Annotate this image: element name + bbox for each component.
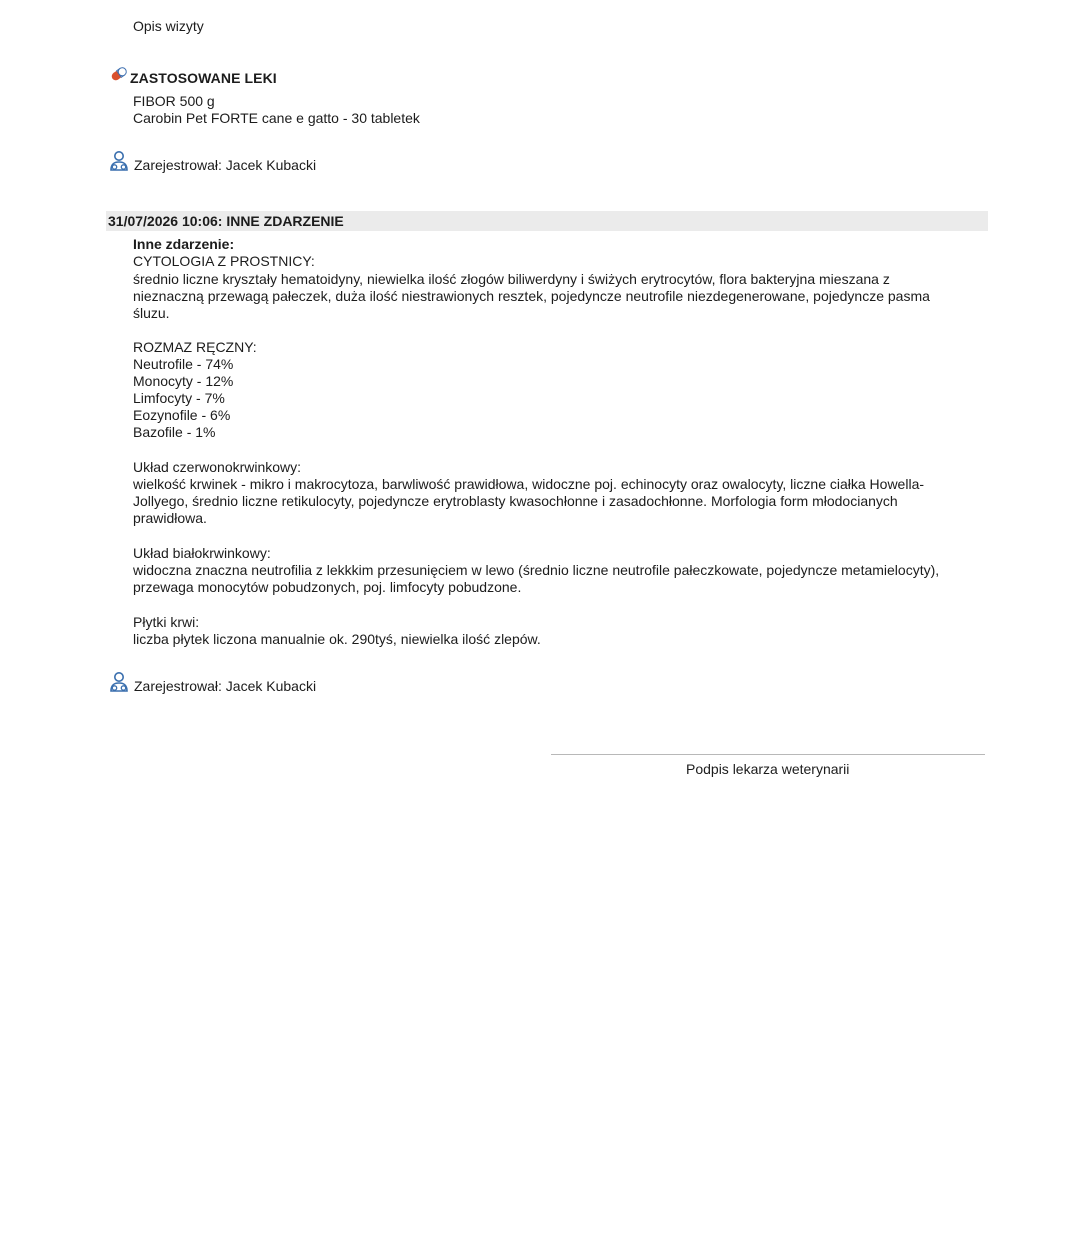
smear-item-neutrofile: Neutrofile - 74% bbox=[133, 356, 234, 372]
white-cells-title: Układ białokrwinkowy: bbox=[133, 545, 271, 561]
pill-icon bbox=[109, 66, 129, 82]
cytology-text: średnio liczne kryształy hematoidyny, niewielka ilość złogów biliwerdyny i świżych erytrocytów, flora bakteryjna mieszana z nieznaczną przewagą pałeczek, duża ilość niestrawionych resztek, pojedyncze neutrofile niezdegenerowane, pojedyncze pasma śluzu. bbox=[133, 271, 930, 321]
registered-by-event: Zarejestrował: Jacek Kubacki bbox=[134, 678, 317, 694]
red-cells-title: Układ czerwonokrwinkowy: bbox=[133, 459, 302, 475]
event-subtitle: Inne zdarzenie: bbox=[133, 236, 235, 252]
signature-label: Podpis lekarza weterynarii bbox=[686, 761, 850, 777]
event-header-title: 31/07/2026 10:06: INNE ZDARZENIE bbox=[108, 213, 344, 229]
medication-item-1: FIBOR 500 g bbox=[133, 93, 215, 109]
white-cells-text: widoczna znaczna neutrofilia z lekkkim przesunięciem w lewo (średnio liczne neutrofile pałeczkowate, pojedyncze metamielocyty), przewaga monocytów pobudzonych, poj. limfocyty pobudzone. bbox=[133, 562, 940, 595]
medications-title: ZASTOSOWANE LEKI bbox=[130, 70, 277, 86]
smear-item-monocyty: Monocyty - 12% bbox=[133, 373, 234, 389]
smear-item-bazofile: Bazofile - 1% bbox=[133, 424, 216, 440]
red-cells-text: wielkość krwinek - mikro i makrocytoza, barwliwość prawidłowa, widoczne poj. echinocyty oraz owalocyty, liczne ciałka Howella-Jollyego, średnio liczne retikulocyty, pojedyncze erytroblasty kwasochłonne i zasadochłonne. Morfologia form młodocianych prawidłowa. bbox=[133, 476, 925, 526]
smear-item-eozynofile: Eozynofile - 6% bbox=[133, 407, 231, 423]
doctor-icon bbox=[108, 671, 130, 693]
visit-description-label: Opis wizyty bbox=[133, 18, 204, 34]
platelets-text: liczba płytek liczona manualnie ok. 290tyś, niewielka ilość zlepów. bbox=[133, 631, 541, 647]
smear-item-limfocyty: Limfocyty - 7% bbox=[133, 390, 225, 406]
medication-item-2: Carobin Pet FORTE cane e gatto - 30 tabletek bbox=[133, 110, 420, 126]
doctor-icon bbox=[108, 150, 130, 172]
platelets-title: Płytki krwi: bbox=[133, 614, 200, 630]
smear-title: ROZMAZ RĘCZNY: bbox=[133, 339, 257, 355]
event-header-bar bbox=[106, 211, 988, 231]
registered-by-medications: Zarejestrował: Jacek Kubacki bbox=[134, 157, 317, 173]
cytology-title: CYTOLOGIA Z PROSTNICY: bbox=[133, 253, 315, 269]
signature-line bbox=[551, 754, 985, 755]
